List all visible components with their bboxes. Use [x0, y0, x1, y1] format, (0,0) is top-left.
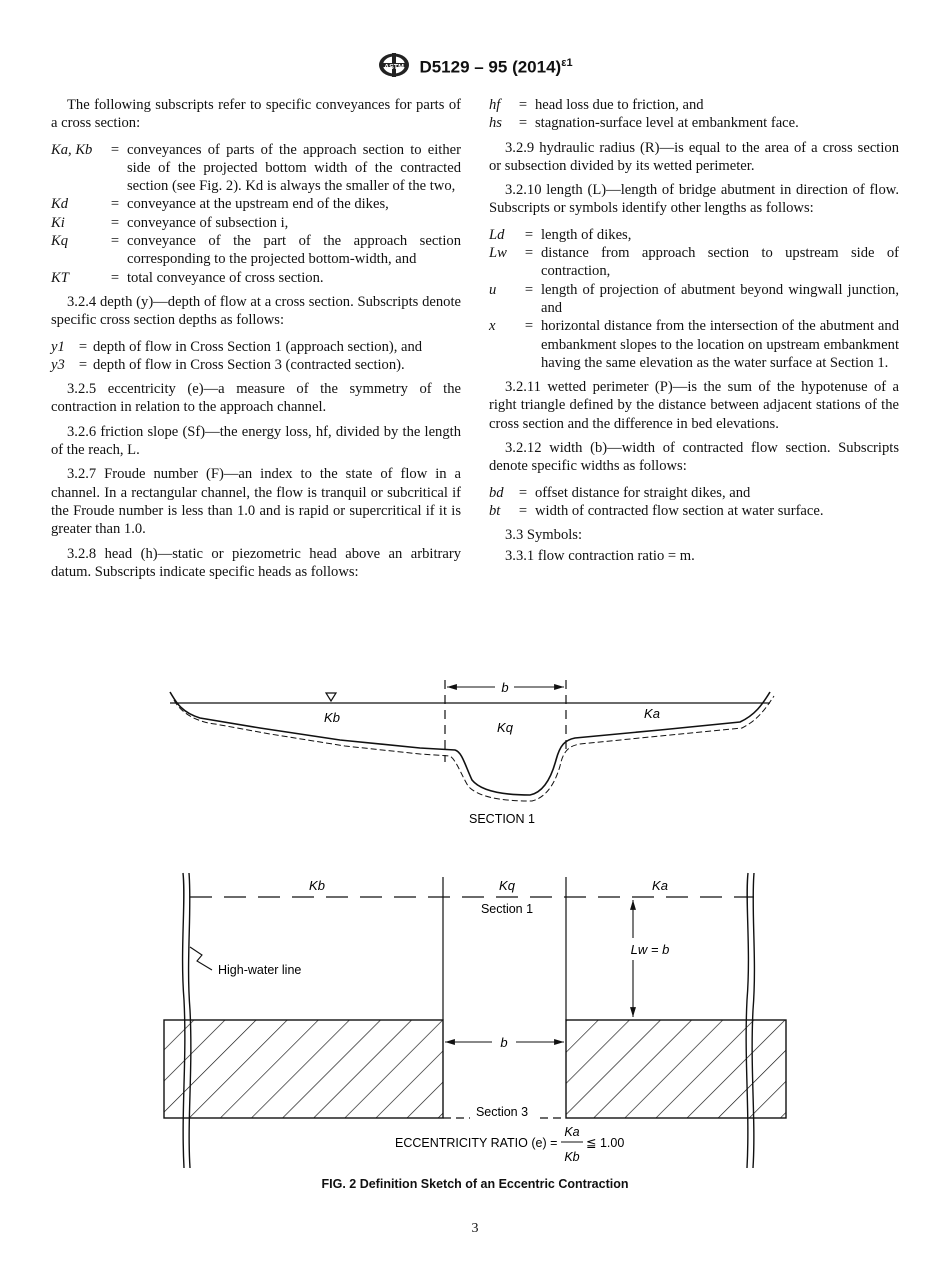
friction-slope-definition: 3.2.6 friction slope (Sf)—the energy loss, hf, divided by the length of the reach, L. — [51, 423, 461, 459]
section-1-cross-section — [170, 680, 774, 826]
subscript-intro: The following subscripts refer to specific conveyances for parts of a cross section: — [51, 97, 461, 132]
definition-equals: = — [524, 226, 534, 243]
definition-equals: = — [518, 115, 528, 132]
definition-text: offset distance for straight dikes, and — [535, 484, 751, 501]
definition-equals: = — [78, 338, 88, 355]
section-1-kq-label: Kq — [497, 720, 513, 735]
eccentricity-numerator: Ka — [564, 1125, 580, 1139]
definition-equals: = — [518, 502, 528, 519]
hydraulic-radius-definition: 3.2.9 hydraulic radius (R)—is equal to the area of a cross section or subsection divided by its wetted perimeter. — [489, 139, 899, 174]
page-number: 3 — [471, 1221, 479, 1236]
definition-symbol: Kd — [51, 196, 69, 213]
left-abutment — [164, 1020, 443, 1118]
width-definition: 3.2.12 width (b)—width of contracted flow section. Subscripts denote specific widths as follows: — [489, 440, 899, 475]
definition-text: length of dikes, — [541, 226, 632, 243]
plan-ka-label: Ka — [652, 878, 668, 893]
figure-caption: FIG. 2 Definition Sketch of an Eccentric Contraction — [321, 1177, 629, 1191]
plan-kq-label: Kq — [499, 878, 515, 893]
plan-section-1-label: Section 1 — [480, 902, 534, 916]
definition-symbol: Ka, Kb — [51, 141, 93, 158]
definition-text: stagnation-surface level at embankment face. — [535, 115, 799, 132]
definition-equals: = — [78, 356, 88, 373]
definition-text: depth of flow in Cross Section 3 (contracted section). — [93, 356, 405, 373]
froude-number-definition: 3.2.7 Froude number (F)—an index to the state of flow in a channel. In a rectangular channel, the flow is tranquil or subcritical if the Froude number is less than 1.0 and is rapid or supercritical if it is greater than 1.0. — [51, 466, 461, 538]
plan-kb-label: Kb — [309, 878, 325, 893]
definition-symbol: u — [489, 281, 497, 298]
definition-symbol: hf — [489, 97, 501, 113]
definition-text: horizontal distance from the intersection of the abutment and embankment slopes to the location on upstream embankment having the same elevation as the water surface at Section 1. — [541, 318, 899, 371]
channel-bed-outline — [170, 692, 770, 795]
eccentricity-definition: 3.2.5 eccentricity (e)—a measure of the symmetry of the contraction in relation to the approach channel. — [51, 381, 461, 416]
definition-symbol: hs — [489, 115, 502, 132]
definition-symbol: bd — [489, 484, 504, 501]
svg-text:ASTM: ASTM — [384, 64, 405, 71]
section-1-kb-label: Kb — [324, 710, 340, 725]
definition-symbol: y3 — [51, 356, 65, 373]
section-3-label: Section 3 — [475, 1105, 529, 1119]
right-abutment — [566, 1020, 786, 1118]
definition-equals: = — [518, 484, 528, 501]
definition-text: conveyances of parts of the approach section to either side of the projected bottom width of the contracted section (see Fig. 2). Kd is always the smaller of the two, — [127, 141, 461, 195]
eccentricity-ratio-label: ECCENTRICITY RATIO (e) = — [395, 1136, 558, 1150]
definition-symbol: Ki — [51, 214, 65, 231]
section-1-ka-label: Ka — [644, 706, 660, 721]
definition-symbol: Kq — [51, 233, 69, 250]
wetted-perimeter-definition: 3.2.11 wetted perimeter (P)—is the sum of the hypotenuse of a right triangle defined by the distance between adjacent stations of the cross section and the difference in bed elevations. — [489, 379, 899, 432]
flow-contraction-ratio: 3.3.1 flow contraction ratio = m. — [505, 547, 695, 564]
definition-equals: = — [524, 318, 534, 335]
definition-equals: = — [110, 233, 120, 250]
definition-text: conveyance of subsection i, — [127, 214, 289, 231]
definition-symbol: KT — [51, 269, 69, 286]
definition-equals: = — [110, 196, 120, 213]
definition-symbol: x — [489, 318, 496, 335]
definition-equals: = — [524, 281, 534, 298]
contracted-b-label: b — [500, 1035, 508, 1050]
definition-equals: = — [524, 245, 534, 262]
channel-bed-texture — [174, 696, 774, 801]
definition-text: length of projection of abutment beyond wingwall junction, and — [541, 281, 899, 316]
plan-view — [164, 873, 786, 1168]
eccentricity-denominator: Kb — [564, 1150, 580, 1164]
definition-text: width of contracted flow section at water surface. — [535, 502, 824, 519]
section-1-b-label: b — [501, 680, 509, 695]
definition-symbol: y1 — [51, 338, 65, 355]
definition-equals: = — [110, 269, 120, 286]
symbols-heading: 3.3 Symbols: — [505, 527, 583, 544]
high-water-leader — [190, 947, 212, 970]
document-designation: D5129 – 95 $(2014)^{\varepsilon 1}$ — [419, 57, 573, 77]
definition-equals: = — [110, 141, 120, 158]
lw-equals-b-label: Lw = b — [630, 942, 670, 957]
water-level-triangle-icon — [326, 693, 336, 701]
definition-text: conveyance at the upstream end of the dikes, — [127, 196, 389, 213]
high-water-line-label: High-water line — [218, 963, 302, 977]
definition-symbol: Lw — [489, 245, 507, 262]
eccentricity-limit: ≦ 1.00 — [586, 1136, 625, 1150]
length-definition: 3.2.10 length (L)—length of bridge abutment in direction of flow. Subscripts or symbols identify other lengths as follows: — [489, 182, 899, 217]
definition-text: conveyance of the part of the approach section corresponding to the projected bottom-width, and — [127, 233, 461, 268]
head-definition: 3.2.8 head (h)—static or piezometric head above an arbitrary datum. Subscripts indicate specific heads as follows: — [51, 545, 461, 580]
definition-text: distance from approach section to upstream side of contraction, — [541, 245, 899, 280]
definition-equals: = — [518, 97, 528, 113]
definition-symbol: Ld — [489, 226, 505, 243]
depth-definition: 3.2.4 depth (y)—depth of flow at a cross section. Subscripts denote specific cross section depths as follows: — [51, 293, 461, 329]
definition-text: depth of flow in Cross Section 1 (approach section), and — [93, 338, 423, 355]
definition-text: head loss due to friction, and — [535, 97, 704, 113]
definition-equals: = — [110, 214, 120, 231]
section-1-title: SECTION 1 — [469, 812, 535, 826]
definition-text: total conveyance of cross section. — [127, 269, 324, 286]
definition-symbol: bt — [489, 502, 501, 519]
